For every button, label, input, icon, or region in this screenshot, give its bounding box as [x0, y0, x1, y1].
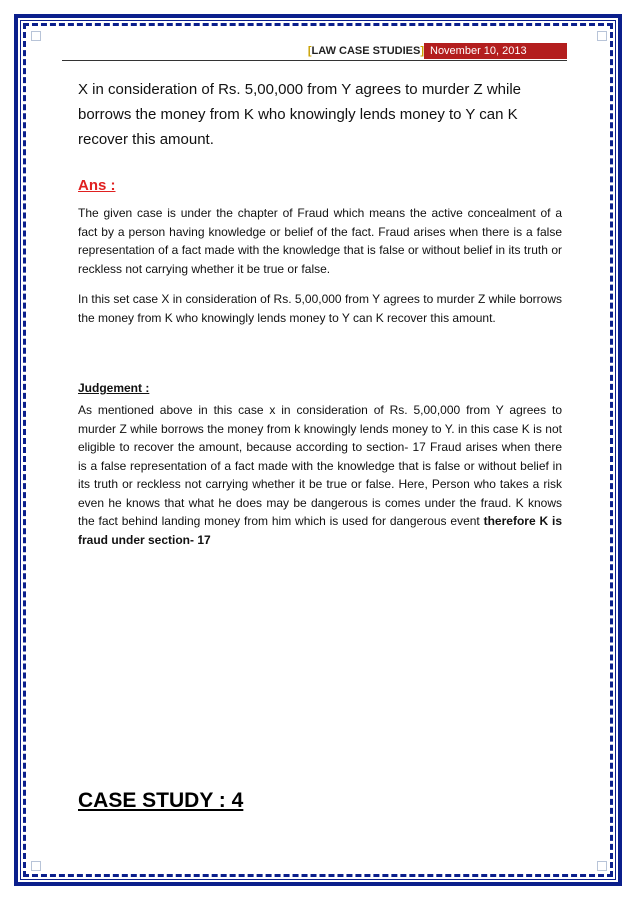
- judgement-heading: Judgement :: [78, 381, 150, 395]
- border-corner-top-left: [31, 31, 41, 41]
- border-corner-top-right: [597, 31, 607, 41]
- header-title: [308, 43, 424, 59]
- case-question: X in consideration of Rs. 5,00,000 from Y agrees to murder Z while borrows the money from K who knowingly lends money to Y can K recover this amount.: [78, 81, 522, 148]
- judgement-conclusion: therefore K is fraud under section- 17: [78, 514, 562, 547]
- header-date: November 10, 2013: [424, 43, 567, 59]
- answer-paragraph-1: The given case is under the chapter of Fraud which means the active concealment of a fact by a person having knowledge or belief of the fact. Fraud arises when there is a false representation of a fact made with the knowledge that is false or without belief in its truth or reckless not carrying whether it be true or false.: [78, 206, 562, 276]
- bracket-open: [: [307, 45, 312, 57]
- case-study-heading: CASE STUDY : 4: [78, 789, 244, 812]
- judgement-paragraph: [78, 401, 562, 549]
- bracket-close: ]: [420, 45, 424, 57]
- judgement-body: As mentioned above in this case x in consideration of Rs. 5,00,000 from Y agrees to murder Z while borrows the money from k knowingly lends money to Y. in this case K is not eligible to recover the amount, because according to section- 17 Fraud arises when there is a false representation of a fact made with the knowledge that is false or without belief in its truth or reckless not carrying whether it be true or false. Here, Person who takes a risk even he knows that what he does may be dangerous is comes under the fraud. K knows the fact behind landing money from him which is used for dangerous event: [78, 403, 562, 528]
- header-divider: [62, 60, 567, 61]
- border-corner-bottom-left: [31, 861, 41, 871]
- main-content: [78, 77, 562, 549]
- border-corner-bottom-right: [597, 861, 607, 871]
- page-header: [62, 43, 567, 61]
- answer-heading: Ans :: [78, 177, 116, 194]
- header-title-text: LAW CASE STUDIES: [311, 45, 421, 57]
- answer-paragraph-2: In this set case X in consideration of Rs. 5,00,000 from Y agrees to murder Z while borrows the money from K who knowingly lends money to Y can K recover this amount.: [78, 292, 562, 325]
